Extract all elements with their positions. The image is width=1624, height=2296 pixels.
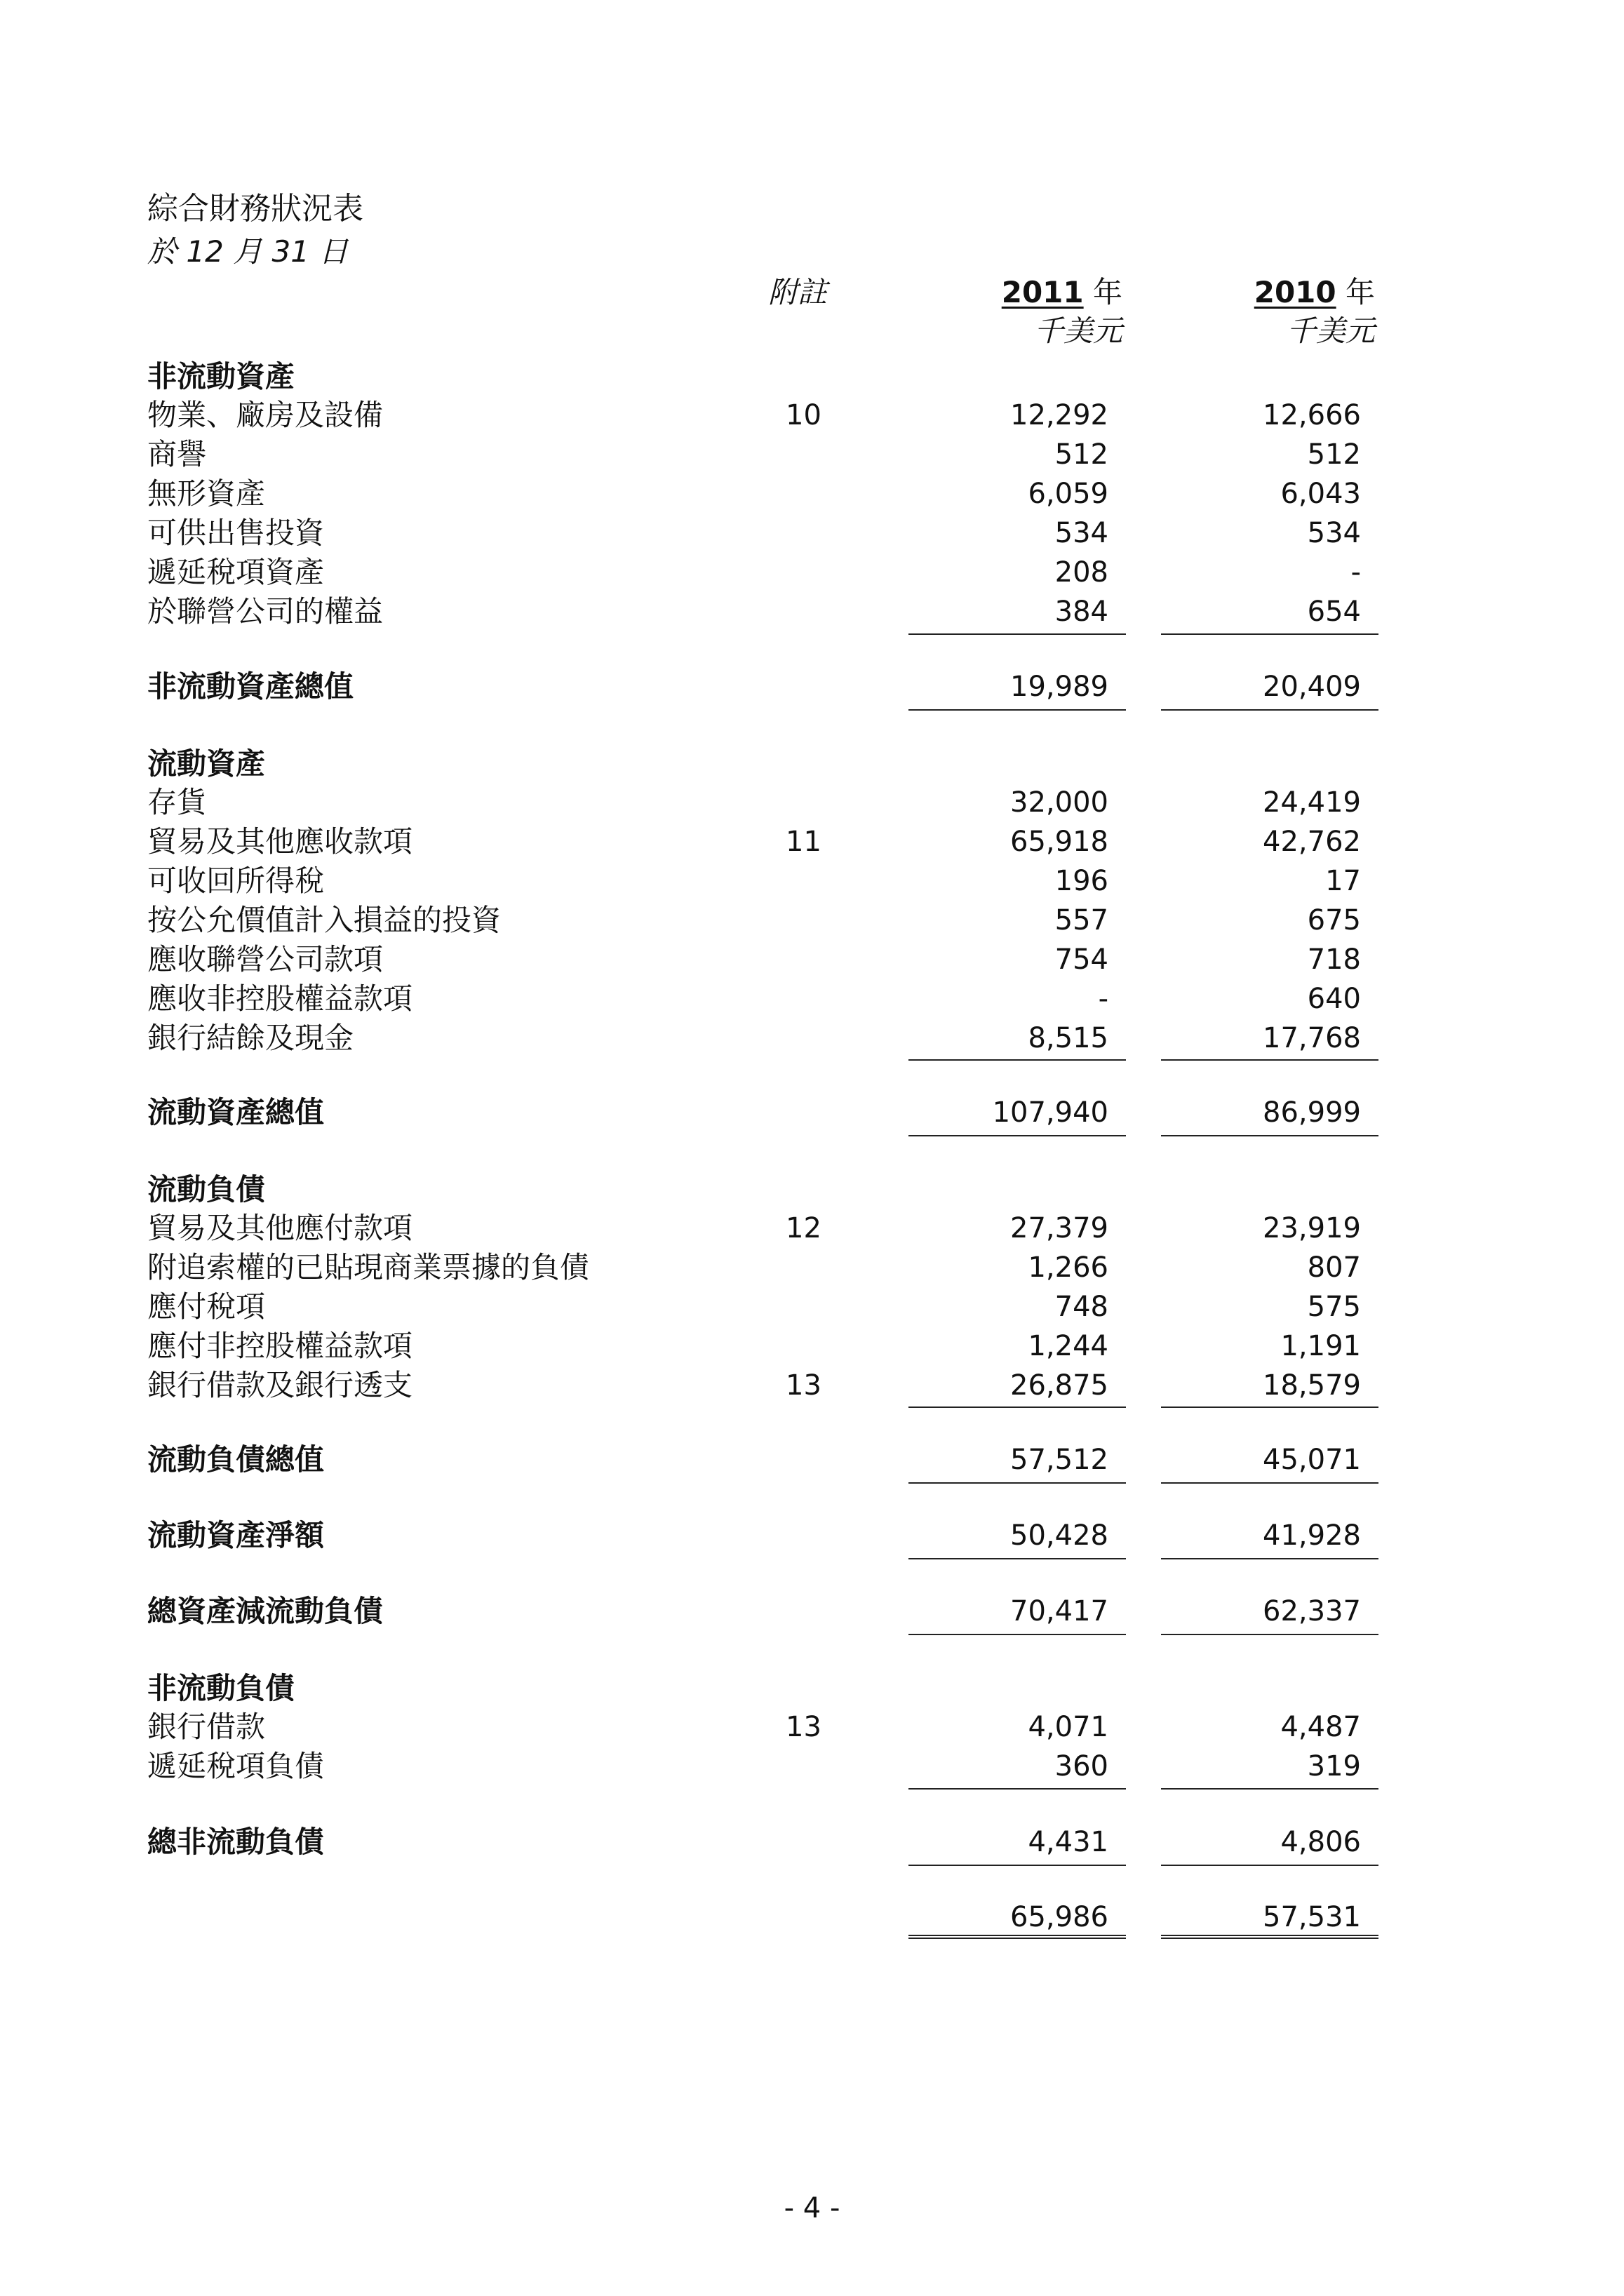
value-2010: 512 bbox=[1307, 438, 1361, 471]
row-label: 總資產減流動負債 bbox=[147, 1594, 384, 1628]
value-2011: 196 bbox=[1054, 865, 1108, 897]
value-2010: 4,487 bbox=[1280, 1711, 1361, 1743]
row-label: 應收非控股權益款項 bbox=[147, 981, 413, 1016]
note-column-header: 附註 bbox=[768, 275, 828, 309]
value-2011: 12,292 bbox=[1010, 399, 1108, 431]
subtotal-rule bbox=[1161, 1788, 1378, 1790]
value-2011: 19,989 bbox=[1010, 671, 1108, 703]
value-2010: - bbox=[1350, 556, 1361, 589]
table-row bbox=[0, 939, 1624, 980]
value-2011: 4,431 bbox=[1028, 1826, 1108, 1858]
value-2010: 1,191 bbox=[1280, 1330, 1361, 1362]
value-2011: 65,986 bbox=[1010, 1901, 1108, 1933]
row-label: 應付稅項 bbox=[147, 1289, 266, 1324]
value-2010: 24,419 bbox=[1263, 786, 1361, 819]
row-note: 10 bbox=[786, 399, 821, 431]
value-2011: 4,071 bbox=[1028, 1711, 1108, 1743]
value-2010: 18,579 bbox=[1263, 1369, 1361, 1402]
total-rule bbox=[908, 709, 1126, 711]
value-2010: 534 bbox=[1307, 517, 1361, 549]
value-2011: 557 bbox=[1054, 904, 1108, 936]
double-rule bbox=[1161, 1935, 1378, 1939]
row-label: 非流動資產總值 bbox=[147, 669, 354, 704]
table-row bbox=[0, 744, 1624, 784]
table-row bbox=[0, 513, 1624, 553]
table-row bbox=[0, 552, 1624, 593]
row-label: 可收回所得稅 bbox=[147, 864, 325, 898]
value-2011: 8,515 bbox=[1028, 1022, 1108, 1054]
row-note: 13 bbox=[786, 1711, 821, 1743]
value-2011: 32,000 bbox=[1010, 786, 1108, 819]
row-label: 銀行結餘及現金 bbox=[147, 1021, 354, 1055]
value-2011: 534 bbox=[1054, 517, 1108, 549]
row-label: 非流動資產 bbox=[147, 359, 295, 394]
total-row bbox=[0, 666, 1624, 707]
value-2010: 42,762 bbox=[1263, 826, 1361, 858]
value-2011: 754 bbox=[1054, 944, 1108, 976]
total-rule bbox=[1161, 1634, 1378, 1635]
table-row bbox=[0, 1018, 1624, 1059]
table-row bbox=[0, 395, 1624, 436]
row-label: 應付非控股權益款項 bbox=[147, 1329, 413, 1363]
year-header-2010: 2010 年 bbox=[1254, 275, 1375, 309]
table-row bbox=[0, 979, 1624, 1019]
subtotal-rule bbox=[908, 1059, 1126, 1061]
row-label: 物業、廠房及設備 bbox=[147, 398, 384, 432]
table-row bbox=[0, 782, 1624, 823]
page-number: - 4 - bbox=[784, 2192, 840, 2224]
value-2010: 17 bbox=[1325, 865, 1361, 897]
value-2011: 1,266 bbox=[1028, 1251, 1108, 1284]
total-rule bbox=[1161, 1865, 1378, 1866]
row-label: 銀行借款及銀行透支 bbox=[147, 1368, 413, 1402]
total-rule bbox=[1161, 1482, 1378, 1484]
total-rule bbox=[908, 1634, 1126, 1635]
value-2010: 12,666 bbox=[1263, 399, 1361, 431]
value-2011: 384 bbox=[1054, 596, 1108, 628]
total-row bbox=[0, 1515, 1624, 1556]
value-2010: 718 bbox=[1307, 944, 1361, 976]
value-2010: 41,928 bbox=[1263, 1519, 1361, 1552]
row-note: 11 bbox=[786, 826, 821, 858]
value-2010: 20,409 bbox=[1263, 671, 1361, 703]
total-rule bbox=[1161, 709, 1378, 711]
table-row bbox=[0, 821, 1624, 862]
value-2010: 575 bbox=[1307, 1291, 1361, 1323]
value-2011: 6,059 bbox=[1028, 478, 1108, 510]
total-rule bbox=[908, 1558, 1126, 1559]
row-label: 流動資產總值 bbox=[147, 1095, 325, 1129]
table-row bbox=[0, 356, 1624, 397]
total-row bbox=[0, 1439, 1624, 1480]
row-label: 流動負債總值 bbox=[147, 1442, 325, 1477]
net-assets-row bbox=[0, 1897, 1624, 1938]
value-2011: 208 bbox=[1054, 556, 1108, 589]
table-row bbox=[0, 591, 1624, 632]
value-2011: 50,428 bbox=[1010, 1519, 1108, 1552]
row-label: 於聯營公司的權益 bbox=[147, 594, 384, 629]
table-row bbox=[0, 1247, 1624, 1288]
table-row bbox=[0, 1169, 1624, 1210]
total-row bbox=[0, 1822, 1624, 1862]
table-row bbox=[0, 1326, 1624, 1367]
row-label: 流動資產 bbox=[147, 746, 266, 781]
value-2010: 62,337 bbox=[1263, 1595, 1361, 1627]
row-label: 貿易及其他應收款項 bbox=[147, 824, 413, 859]
subtotal-rule bbox=[908, 1407, 1126, 1408]
row-label: 可供出售投資 bbox=[147, 516, 325, 550]
value-2011: 27,379 bbox=[1010, 1212, 1108, 1244]
row-label: 流動資產淨額 bbox=[147, 1518, 325, 1552]
subtotal-rule bbox=[1161, 1407, 1378, 1408]
unit-header-2011: 千美元 bbox=[1033, 314, 1122, 348]
value-2011: 1,244 bbox=[1028, 1330, 1108, 1362]
row-note: 12 bbox=[786, 1212, 821, 1244]
table-row bbox=[0, 474, 1624, 514]
row-label: 貿易及其他應付款項 bbox=[147, 1211, 413, 1245]
table-row bbox=[0, 1746, 1624, 1787]
value-2011: 107,940 bbox=[992, 1096, 1108, 1129]
value-2011: 360 bbox=[1054, 1750, 1108, 1783]
row-note: 13 bbox=[786, 1369, 821, 1402]
statement-title: 綜合財務狀況表 bbox=[147, 191, 363, 227]
value-2011: 57,512 bbox=[1010, 1444, 1108, 1476]
table-row bbox=[0, 1668, 1624, 1709]
value-2010: 807 bbox=[1307, 1251, 1361, 1284]
total-row bbox=[0, 1591, 1624, 1632]
year-header-2011: 2011 年 bbox=[1001, 275, 1122, 309]
row-label: 遞延稅項資產 bbox=[147, 555, 325, 589]
value-2010: 23,919 bbox=[1263, 1212, 1361, 1244]
value-2010: 640 bbox=[1307, 983, 1361, 1015]
value-2010: 319 bbox=[1307, 1750, 1361, 1783]
value-2011: 70,417 bbox=[1010, 1595, 1108, 1627]
table-row bbox=[0, 1707, 1624, 1747]
value-2010: 57,531 bbox=[1263, 1901, 1361, 1933]
row-label: 附追索權的已貼現商業票據的負債 bbox=[147, 1250, 590, 1284]
row-label: 遞延稅項負債 bbox=[147, 1749, 325, 1783]
table-row bbox=[0, 861, 1624, 901]
total-rule bbox=[908, 1865, 1126, 1866]
row-label: 應收聯營公司款項 bbox=[147, 942, 384, 976]
subtotal-rule bbox=[908, 1788, 1126, 1790]
value-2010: 675 bbox=[1307, 904, 1361, 936]
row-label: 流動負債 bbox=[147, 1172, 266, 1207]
table-row bbox=[0, 1365, 1624, 1406]
double-rule bbox=[908, 1935, 1126, 1939]
value-2011: 748 bbox=[1054, 1291, 1108, 1323]
row-label: 非流動負債 bbox=[147, 1671, 295, 1705]
row-label: 銀行借款 bbox=[147, 1710, 266, 1744]
subtotal-rule bbox=[1161, 633, 1378, 635]
value-2010: 86,999 bbox=[1263, 1096, 1361, 1129]
table-row bbox=[0, 434, 1624, 475]
subtotal-rule bbox=[1161, 1059, 1378, 1061]
value-2011: 65,918 bbox=[1010, 826, 1108, 858]
value-2011: 512 bbox=[1054, 438, 1108, 471]
subtotal-rule bbox=[908, 633, 1126, 635]
row-label: 商譽 bbox=[147, 437, 207, 471]
statement-date: 於 12 月 31 日 bbox=[147, 234, 349, 269]
value-2010: 4,806 bbox=[1280, 1826, 1361, 1858]
value-2010: 654 bbox=[1307, 596, 1361, 628]
table-row bbox=[0, 1208, 1624, 1249]
total-rule bbox=[908, 1482, 1126, 1484]
total-rule bbox=[1161, 1135, 1378, 1136]
value-2010: 17,768 bbox=[1263, 1022, 1361, 1054]
row-label: 無形資產 bbox=[147, 476, 266, 511]
total-row bbox=[0, 1092, 1624, 1133]
row-label: 按公允價值計入損益的投資 bbox=[147, 903, 502, 937]
table-row bbox=[0, 900, 1624, 941]
value-2011: - bbox=[1098, 983, 1108, 1015]
unit-header-2010: 千美元 bbox=[1286, 314, 1375, 348]
row-label: 總非流動負債 bbox=[147, 1825, 325, 1859]
value-2010: 6,043 bbox=[1280, 478, 1361, 510]
total-rule bbox=[908, 1135, 1126, 1136]
table-row bbox=[0, 1287, 1624, 1327]
value-2011: 26,875 bbox=[1010, 1369, 1108, 1402]
total-rule bbox=[1161, 1558, 1378, 1559]
value-2010: 45,071 bbox=[1263, 1444, 1361, 1476]
row-label: 存貨 bbox=[147, 785, 207, 819]
